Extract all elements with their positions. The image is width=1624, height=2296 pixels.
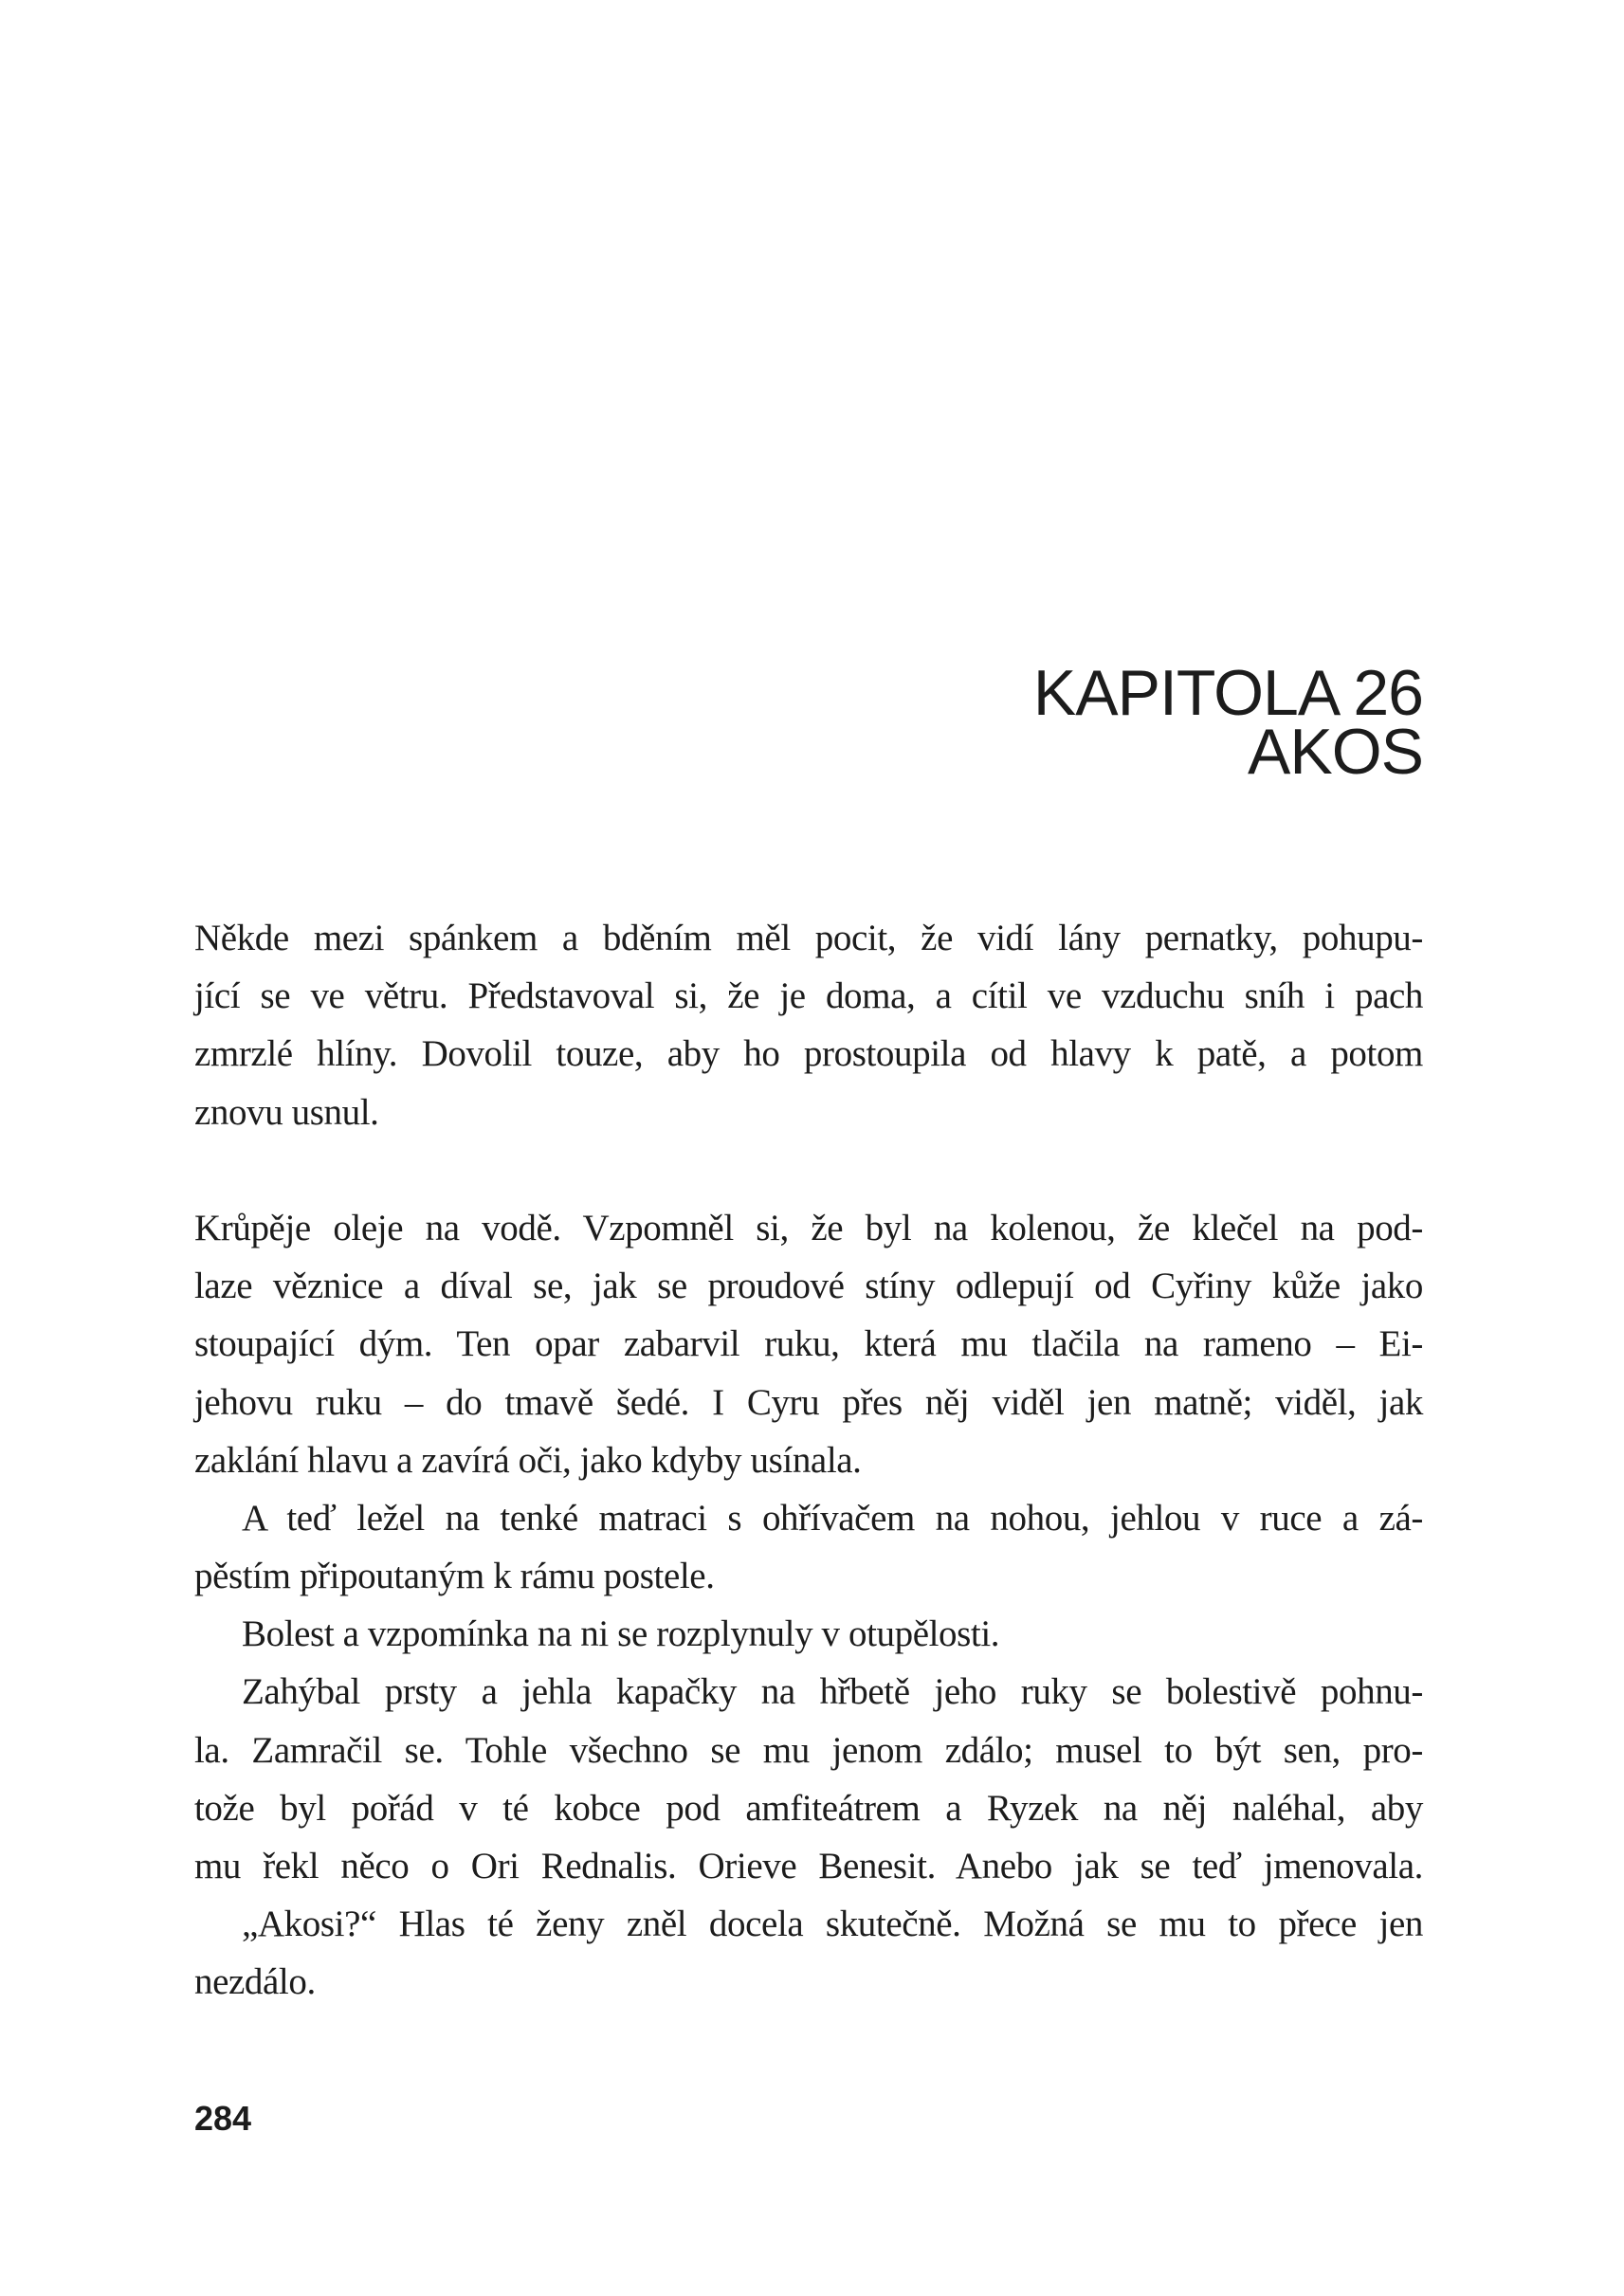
text-line: jící se ve větru. Představoval si, že je doma, a cítil ve vzduchu sníh i pach xyxy=(194,975,1423,1017)
paragraph xyxy=(194,1489,1423,1605)
chapter-heading xyxy=(1032,657,1423,788)
text-line: A teď ležel na tenké matraci s ohřívačem na nohou, jehlou v ruce a zá- xyxy=(242,1497,1423,1539)
text-line: Bolest a vzpomínka na ni se rozplynuly v otupělosti. xyxy=(242,1613,1000,1655)
text-line: stoupající dým. Ten opar zabarvil ruku, která mu tlačila na rameno – Ei- xyxy=(194,1323,1423,1365)
body-text xyxy=(194,909,1423,2012)
chapter-title: AKOS xyxy=(1248,716,1423,788)
text-line: laze věznice a díval se, jak se proudové stíny odlepují od Cyřiny kůže jako xyxy=(194,1266,1423,1307)
paragraph-gap xyxy=(194,1141,1423,1199)
text-line: Někde mezi spánkem a bděním měl pocit, že vidí lány pernatky, pohupu- xyxy=(194,918,1423,958)
text-line: pěstím připoutaným k rámu postele. xyxy=(194,1556,715,1597)
text-line: Zahýbal prsty a jehla kapačky na hřbetě jeho ruky se bolestivě pohnu- xyxy=(242,1671,1423,1713)
text-line: zmrzlé hlíny. Dovolil touze, aby ho prostoupila od hlavy k patě, a potom xyxy=(194,1033,1423,1075)
paragraph xyxy=(194,1663,1423,1895)
paragraph xyxy=(194,1605,1423,1663)
chapter-number: KAPITOLA 26 xyxy=(1032,657,1423,729)
text-line: Krůpěje oleje na vodě. Vzpomněl si, že byl na kolenou, že klečel na pod- xyxy=(194,1207,1423,1248)
text-line: znovu usnul. xyxy=(194,1091,379,1133)
page-number: 284 xyxy=(194,2099,252,2138)
text-line: mu řekl něco o Ori Rednalis. Orieve Benesit. Anebo jak se teď jmenovala. xyxy=(194,1846,1423,1886)
paragraph xyxy=(194,909,1423,1141)
text-line: tože byl pořád v té kobce pod amfiteátrem a Ryzek na něj naléhal, aby xyxy=(194,1787,1423,1829)
text-line: nezdálo. xyxy=(194,1961,316,2003)
text-line: jehovu ruku – do tmavě šedé. I Cyru přes něj viděl jen matně; viděl, jak xyxy=(194,1381,1423,1423)
text-line: „Akosi?“ Hlas té ženy zněl docela skutečně. Možná se mu to přece jen xyxy=(242,1904,1423,1945)
paragraph xyxy=(194,1895,1423,2011)
text-line: zaklání hlavu a zavírá oči, jako kdyby usínala. xyxy=(194,1439,862,1481)
paragraph xyxy=(194,1199,1423,1489)
text-line: la. Zamračil se. Tohle všechno se mu jenom zdálo; musel to být sen, pro- xyxy=(194,1729,1423,1771)
